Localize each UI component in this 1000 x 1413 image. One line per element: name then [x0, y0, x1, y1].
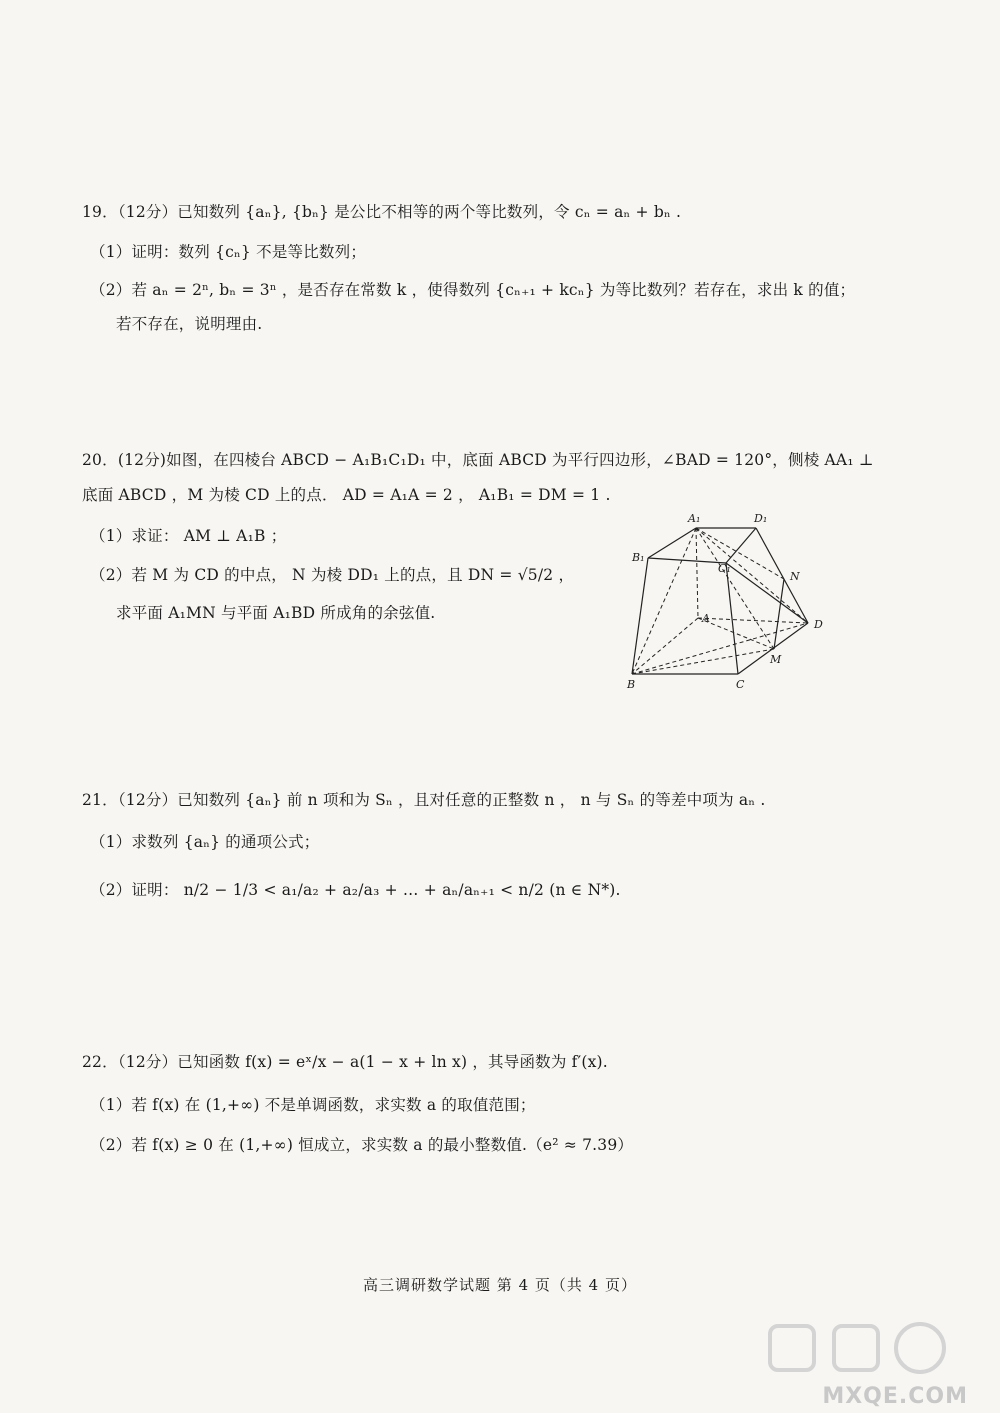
- q20-stem: 20．(12分)如图，在四棱台 ABCD − A₁B₁C₁D₁ 中，底面 ABCD 为平行四边形，∠BAD = 120°，侧棱 AA₁ ⊥: [82, 451, 874, 469]
- label-c1: C₁: [718, 562, 731, 575]
- segment-bm-hidden: [632, 649, 774, 674]
- q21-part1: （1）求数列 {aₙ} 的通项公式；: [90, 833, 320, 851]
- frustum-figure: [618, 506, 848, 696]
- q20-part2: （2）若 M 为 CD 的中点， N 为棱 DD₁ 上的点，且 DN = √5/2 ，: [90, 566, 575, 584]
- label-m: M: [770, 653, 782, 666]
- page-footer: 高三调研数学试题 第 4 页（共 4 页）: [363, 1276, 637, 1294]
- q20-part2-cont: 求平面 A₁MN 与平面 A₁BD 所成角的余弦值.: [116, 604, 436, 622]
- edge-aa1-hidden: [696, 528, 698, 618]
- segment-a1m-hidden: [696, 528, 774, 649]
- edge-a1b1: [648, 528, 696, 558]
- label-a1: A₁: [688, 512, 701, 525]
- watermark-text: MXQE.COM: [822, 1384, 968, 1409]
- label-a: A: [702, 612, 710, 625]
- q19-stem: 19．（12分）已知数列 {aₙ}, {bₙ} 是公比不相等的两个等比数列，令 cₙ = aₙ + bₙ .: [82, 203, 682, 221]
- q22-stem: 22．（12分）已知函数 f(x) = eˣ/x − a(1 − x + ln x) ，其导函数为 f′(x).: [82, 1053, 608, 1071]
- q19-part2: （2）若 aₙ = 2ⁿ, bₙ = 3ⁿ ，是否存在常数 k ，使得数列 {cₙ₊₁ + kcₙ} 为等比数列？若存在，求出 k 的值；: [90, 281, 856, 299]
- q20-part1: （1）求证： AM ⊥ A₁B ；: [90, 527, 287, 545]
- q19-part1: （1）证明：数列 {cₙ} 不是等比数列；: [90, 243, 367, 261]
- edge-b1c1: [648, 558, 726, 563]
- edge-dd1: [756, 528, 808, 623]
- edge-ad-hidden: [698, 618, 808, 623]
- q20-stem-cont: 底面 ABCD ，M 为棱 CD 上的点． AD = A₁A = 2 ， A₁B₁ = DM = 1 .: [82, 486, 611, 504]
- q21-stem: 21．（12分）已知数列 {aₙ} 前 n 项和为 Sₙ ，且对任意的正整数 n ， n 与 Sₙ 的等差中项为 aₙ .: [82, 791, 766, 809]
- q22-part2: （2）若 f(x) ≥ 0 在 (1,+∞) 恒成立，求实数 a 的最小整数值.（e² ≈ 7.39）: [90, 1136, 634, 1154]
- label-b1: B₁: [632, 551, 645, 564]
- watermark-logo: [760, 1318, 960, 1378]
- segment-nm: [774, 579, 784, 649]
- edge-ab-hidden: [632, 618, 698, 674]
- label-c: C: [736, 678, 745, 691]
- segment-bd-hidden: [632, 623, 808, 674]
- label-b: B: [627, 678, 636, 691]
- edge-cc1: [726, 563, 738, 674]
- segment-a1n-hidden: [696, 528, 784, 579]
- q22-part1: （1）若 f(x) 在 (1,+∞) 不是单调函数，求实数 a 的取值范围；: [90, 1096, 536, 1114]
- label-d1: D₁: [754, 512, 768, 525]
- q19-part2-cont: 若不存在，说明理由.: [116, 315, 263, 333]
- label-d: D: [814, 618, 823, 631]
- q21-part2: （2）证明： n/2 − 1/3 < a₁/a₂ + a₂/a₃ + … + aₙ/aₙ₊₁ < n/2 (n ∈ N*).: [90, 881, 621, 899]
- label-n: N: [790, 570, 800, 583]
